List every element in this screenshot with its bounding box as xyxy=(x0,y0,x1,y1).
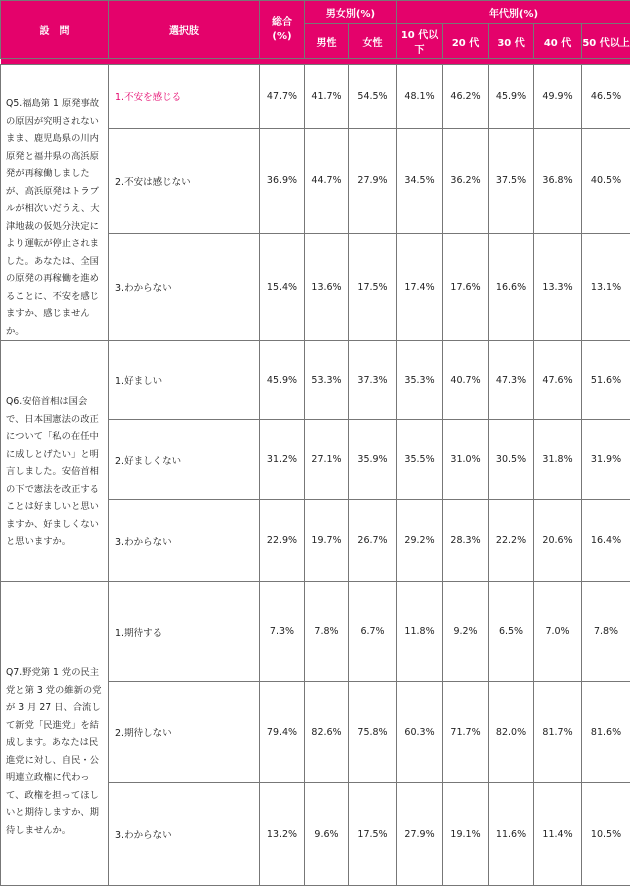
value-cell: 19.7% xyxy=(305,500,349,582)
value-cell: 45.9% xyxy=(260,341,305,420)
value-cell: 30.5% xyxy=(489,420,534,500)
header-question: 設 問 xyxy=(1,1,109,59)
value-cell: 81.6% xyxy=(582,682,630,783)
value-cell: 31.2% xyxy=(260,420,305,500)
header-age-10: 10 代以下 xyxy=(397,24,443,59)
value-cell: 17.6% xyxy=(443,234,489,341)
value-cell: 36.9% xyxy=(260,128,305,234)
option-cell: 3.わからない xyxy=(109,783,260,886)
value-cell: 35.3% xyxy=(397,341,443,420)
value-cell: 31.0% xyxy=(443,420,489,500)
value-cell: 20.6% xyxy=(534,500,582,582)
value-cell: 34.5% xyxy=(397,128,443,234)
value-cell: 27.9% xyxy=(349,128,397,234)
value-cell: 54.5% xyxy=(349,65,397,129)
value-cell: 82.0% xyxy=(489,682,534,783)
question-cell: Q6.安倍首相は国会で、日本国憲法の改正について「私の在任中に成しとげたい」と明言しました。安倍首相の下で憲法を改正することは好ましいと思いますか、好ましくないと思いますか。 xyxy=(1,341,109,582)
value-cell: 7.0% xyxy=(534,582,582,682)
table-row xyxy=(1,582,630,682)
value-cell: 22.9% xyxy=(260,500,305,582)
value-cell: 13.6% xyxy=(305,234,349,341)
value-cell: 49.9% xyxy=(534,65,582,129)
value-cell: 16.6% xyxy=(489,234,534,341)
value-cell: 17.5% xyxy=(349,234,397,341)
header-age-30: 30 代 xyxy=(489,24,534,59)
value-cell: 28.3% xyxy=(443,500,489,582)
value-cell: 11.6% xyxy=(489,783,534,886)
header-female: 女性 xyxy=(349,24,397,59)
value-cell: 81.7% xyxy=(534,682,582,783)
value-cell: 31.9% xyxy=(582,420,630,500)
value-cell: 17.5% xyxy=(349,783,397,886)
value-cell: 36.2% xyxy=(443,128,489,234)
value-cell: 75.8% xyxy=(349,682,397,783)
value-cell: 16.4% xyxy=(582,500,630,582)
value-cell: 82.6% xyxy=(305,682,349,783)
value-cell: 53.3% xyxy=(305,341,349,420)
value-cell: 37.3% xyxy=(349,341,397,420)
value-cell: 27.9% xyxy=(397,783,443,886)
question-cell: Q7.野党第 1 党の民主党と第 3 党の維新の党が 3 月 27 日、合流して新党「民進党」を結成します。あなたは民進党に対し、自民・公明連立政権に代わって、政権を担ってほしいと期待しますか、期待しませんか。 xyxy=(1,582,109,886)
table-row xyxy=(1,341,630,420)
value-cell: 7.3% xyxy=(260,582,305,682)
option-cell: 3.わからない xyxy=(109,500,260,582)
option-cell: 1.期待する xyxy=(109,582,260,682)
value-cell: 11.4% xyxy=(534,783,582,886)
value-cell: 17.4% xyxy=(397,234,443,341)
value-cell: 79.4% xyxy=(260,682,305,783)
value-cell: 46.2% xyxy=(443,65,489,129)
value-cell: 45.9% xyxy=(489,65,534,129)
value-cell: 15.4% xyxy=(260,234,305,341)
value-cell: 13.2% xyxy=(260,783,305,886)
value-cell: 47.6% xyxy=(534,341,582,420)
table-body xyxy=(1,65,630,886)
value-cell: 35.9% xyxy=(349,420,397,500)
value-cell: 31.8% xyxy=(534,420,582,500)
value-cell: 9.2% xyxy=(443,582,489,682)
value-cell: 13.1% xyxy=(582,234,630,341)
value-cell: 40.5% xyxy=(582,128,630,234)
header-gender-group: 男女別(%) xyxy=(305,1,397,24)
value-cell: 35.5% xyxy=(397,420,443,500)
value-cell: 51.6% xyxy=(582,341,630,420)
header-total-label: 総合 xyxy=(260,16,304,30)
header-age-50: 50 代以上 xyxy=(582,24,630,59)
value-cell: 11.8% xyxy=(397,582,443,682)
value-cell: 47.7% xyxy=(260,65,305,129)
value-cell: 7.8% xyxy=(305,582,349,682)
value-cell: 26.7% xyxy=(349,500,397,582)
value-cell: 60.3% xyxy=(397,682,443,783)
value-cell: 13.3% xyxy=(534,234,582,341)
value-cell: 41.7% xyxy=(305,65,349,129)
value-cell: 10.5% xyxy=(582,783,630,886)
value-cell: 19.1% xyxy=(443,783,489,886)
option-cell: 1.好ましい xyxy=(109,341,260,420)
option-cell: 3.わからない xyxy=(109,234,260,341)
value-cell: 9.6% xyxy=(305,783,349,886)
option-cell: 2.期待しない xyxy=(109,682,260,783)
value-cell: 6.5% xyxy=(489,582,534,682)
header-age-20: 20 代 xyxy=(443,24,489,59)
value-cell: 48.1% xyxy=(397,65,443,129)
header-age-40: 40 代 xyxy=(534,24,582,59)
value-cell: 29.2% xyxy=(397,500,443,582)
value-cell: 44.7% xyxy=(305,128,349,234)
table-row xyxy=(1,65,630,129)
value-cell: 40.7% xyxy=(443,341,489,420)
question-cell: Q5.福島第 1 原発事故の原因が究明されないまま、鹿児島県の川内原発と福井県の高浜原発が再稼働しましたが、高浜原発はトラブルが相次いだうえ、大津地裁の仮処分決定により運転が停止されました。あなたは、全国の原発の再稼働を進めることに、不安を感じますか、感じませんか。 xyxy=(1,65,109,341)
value-cell: 27.1% xyxy=(305,420,349,500)
value-cell: 71.7% xyxy=(443,682,489,783)
option-cell: 2.好ましくない xyxy=(109,420,260,500)
header-total xyxy=(260,1,305,59)
header-male: 男性 xyxy=(305,24,349,59)
value-cell: 46.5% xyxy=(582,65,630,129)
value-cell: 22.2% xyxy=(489,500,534,582)
value-cell: 6.7% xyxy=(349,582,397,682)
value-cell: 47.3% xyxy=(489,341,534,420)
value-cell: 7.8% xyxy=(582,582,630,682)
header-age-group: 年代別(%) xyxy=(397,1,630,24)
option-cell: 1.不安を感じる xyxy=(109,65,260,129)
header-total-unit: (%) xyxy=(260,30,304,44)
value-cell: 36.8% xyxy=(534,128,582,234)
option-cell: 2.不安は感じない xyxy=(109,128,260,234)
header-option: 選択肢 xyxy=(109,1,260,59)
value-cell: 37.5% xyxy=(489,128,534,234)
